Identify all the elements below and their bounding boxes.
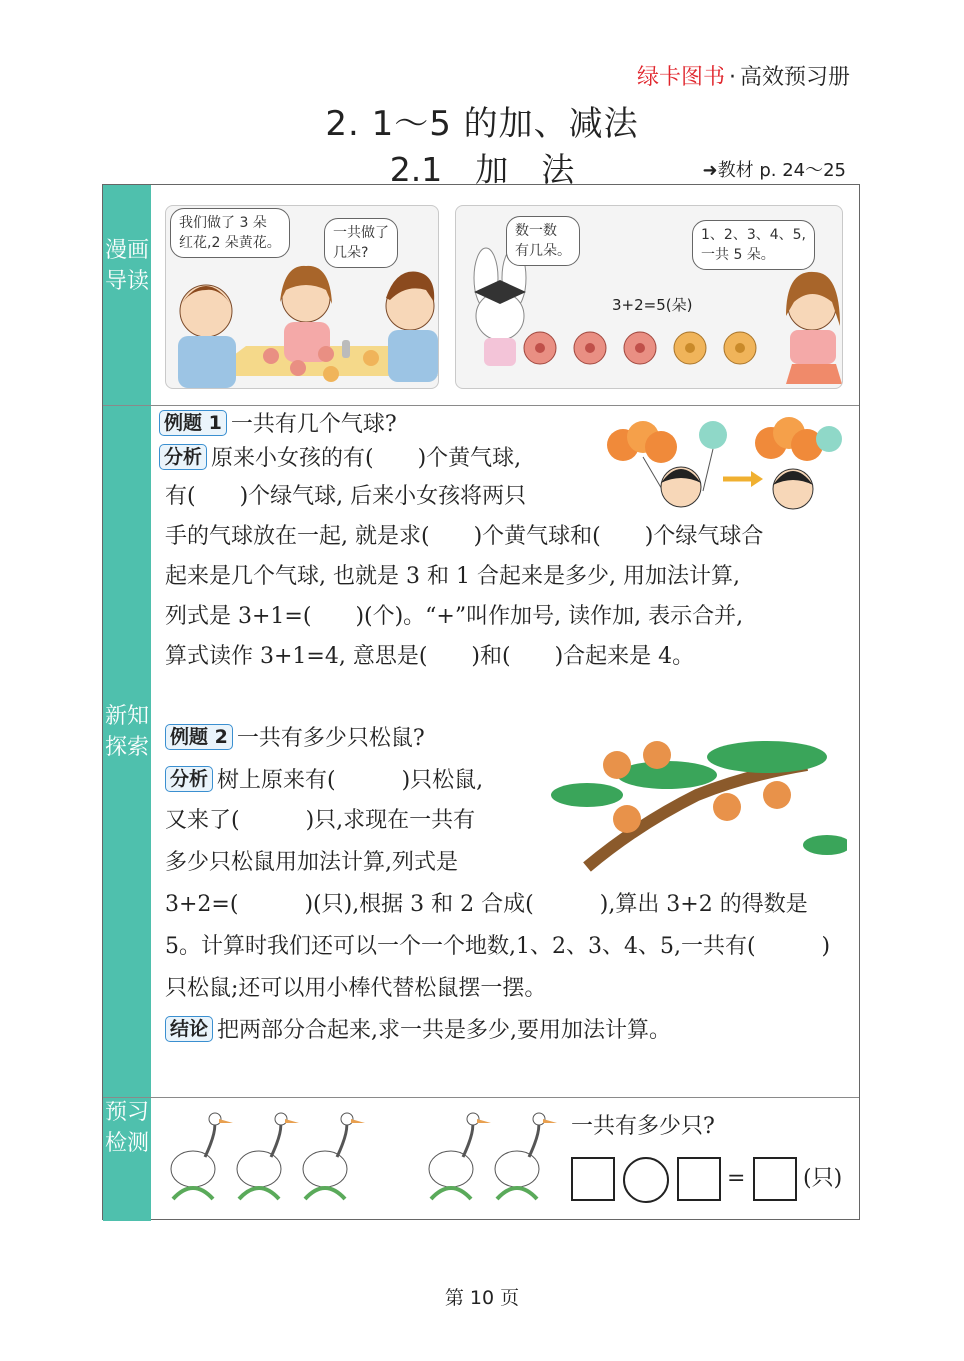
example-2-heading	[165, 721, 425, 757]
text-line: 算式读作 3+1=4, 意思是( )和( )合起来是 4。	[165, 644, 695, 669]
example-2-question: 一共有多少只松鼠?	[236, 726, 425, 751]
brand-name: 绿卡图书	[636, 65, 725, 90]
conclusion-tag: 结论	[165, 1016, 213, 1042]
section-title: 2.1 加 法	[389, 150, 575, 189]
side-bar-preview-check	[103, 1097, 151, 1221]
answer-box-2[interactable]	[677, 1157, 721, 1201]
conclusion-line	[165, 1011, 671, 1051]
text-line: 有( )个绿气球, 后来小女孩将两只	[165, 484, 527, 509]
chapter-title: 2. 1～5 的加、减法	[325, 104, 639, 144]
crane-icon	[237, 1113, 299, 1199]
text-line: 3+2=( )(只),根据 3 和 2 合成( ),算出 3+2 的得数是	[165, 892, 808, 917]
brand-header	[637, 60, 850, 91]
text-line: 又来了( )只,求现在一共有	[165, 808, 476, 833]
comic-panel-1	[165, 205, 439, 389]
page-number: 第 10 页	[444, 1287, 520, 1309]
unit-label: (只)	[803, 1166, 843, 1191]
answer-box-result[interactable]	[753, 1157, 797, 1201]
comic-equation: 3+2=5(朵)	[612, 296, 693, 314]
speech-bubble: 数一数 有几朵。	[506, 216, 580, 266]
text-line: 只松鼠;还可以用小棒代替松鼠摆一摆。	[165, 976, 547, 1001]
speech-bubble: 我们做了 3 朵 红花,2 朵黄花。	[170, 208, 290, 258]
balloon-girl-illustration	[603, 417, 843, 517]
speech-bubble: 一共做了 几朵?	[324, 218, 398, 268]
section-label-preview-check: 预习检测	[104, 1100, 149, 1156]
analysis-tag: 分析	[165, 766, 213, 792]
divider	[103, 1097, 859, 1098]
crane-icon	[495, 1113, 557, 1199]
speech-bubble: 1、2、3、4、5, 一共 5 朵。	[692, 220, 815, 270]
example-1-tag: 例题 1	[159, 410, 227, 436]
crane-icon	[171, 1113, 233, 1199]
red-flower-icon	[524, 332, 556, 364]
yellow-flower-icon	[674, 332, 706, 364]
section-label-comic: 漫画导读	[104, 238, 149, 294]
book-series: 高效预习册	[739, 65, 850, 90]
yellow-flower-icon	[724, 332, 756, 364]
section-label-new-knowledge: 新知探索	[104, 704, 149, 760]
text-line: 原来小女孩的有( )个黄气球,	[211, 446, 522, 471]
textbook-reference: ➜教材 p. 24～25	[702, 160, 846, 181]
text-line: 5。计算时我们还可以一个一个地数,1、2、3、4、5,一共有( )	[165, 934, 831, 959]
text-line: 列式是 3+1=( )(个)。“+”叫作加号, 读作加, 表示合并,	[165, 604, 744, 629]
example-2-tag: 例题 2	[165, 724, 233, 750]
crane-icon	[303, 1113, 365, 1199]
red-flower-icon	[574, 332, 606, 364]
text-line: 手的气球放在一起, 就是求( )个黄气球和( )个绿气球合	[165, 524, 764, 549]
side-bar-comic	[103, 185, 151, 405]
flower-row	[520, 330, 760, 364]
operator-circle[interactable]	[623, 1157, 669, 1203]
text-line: 多少只松鼠用加法计算,列式是	[165, 850, 458, 875]
side-bar-new-knowledge	[103, 405, 151, 1097]
check-question: 一共有多少只?	[571, 1114, 715, 1139]
text-line: 起来是几个气球, 也就是 3 和 1 合起来是多少, 用加法计算,	[165, 564, 740, 589]
comic-panel-2	[455, 205, 843, 389]
answer-box-1[interactable]	[571, 1157, 615, 1201]
example-1-heading	[159, 407, 397, 443]
example-2-line	[165, 761, 483, 801]
conclusion-text: 把两部分合起来,求一共是多少,要用加法计算。	[217, 1018, 672, 1043]
example-1-line	[159, 439, 521, 479]
equals-sign: =	[727, 1166, 746, 1191]
brand-separator: ·	[728, 65, 736, 90]
red-flower-icon	[624, 332, 656, 364]
divider	[103, 405, 859, 406]
cranes-illustration	[163, 1107, 563, 1207]
example-1-question: 一共有几个气球?	[230, 412, 397, 437]
analysis-tag: 分析	[159, 444, 207, 470]
lesson-frame	[102, 184, 860, 1220]
crane-icon	[429, 1113, 491, 1199]
squirrels-on-tree-illustration	[547, 735, 847, 875]
text-line: 树上原来有( )只松鼠,	[217, 768, 484, 793]
